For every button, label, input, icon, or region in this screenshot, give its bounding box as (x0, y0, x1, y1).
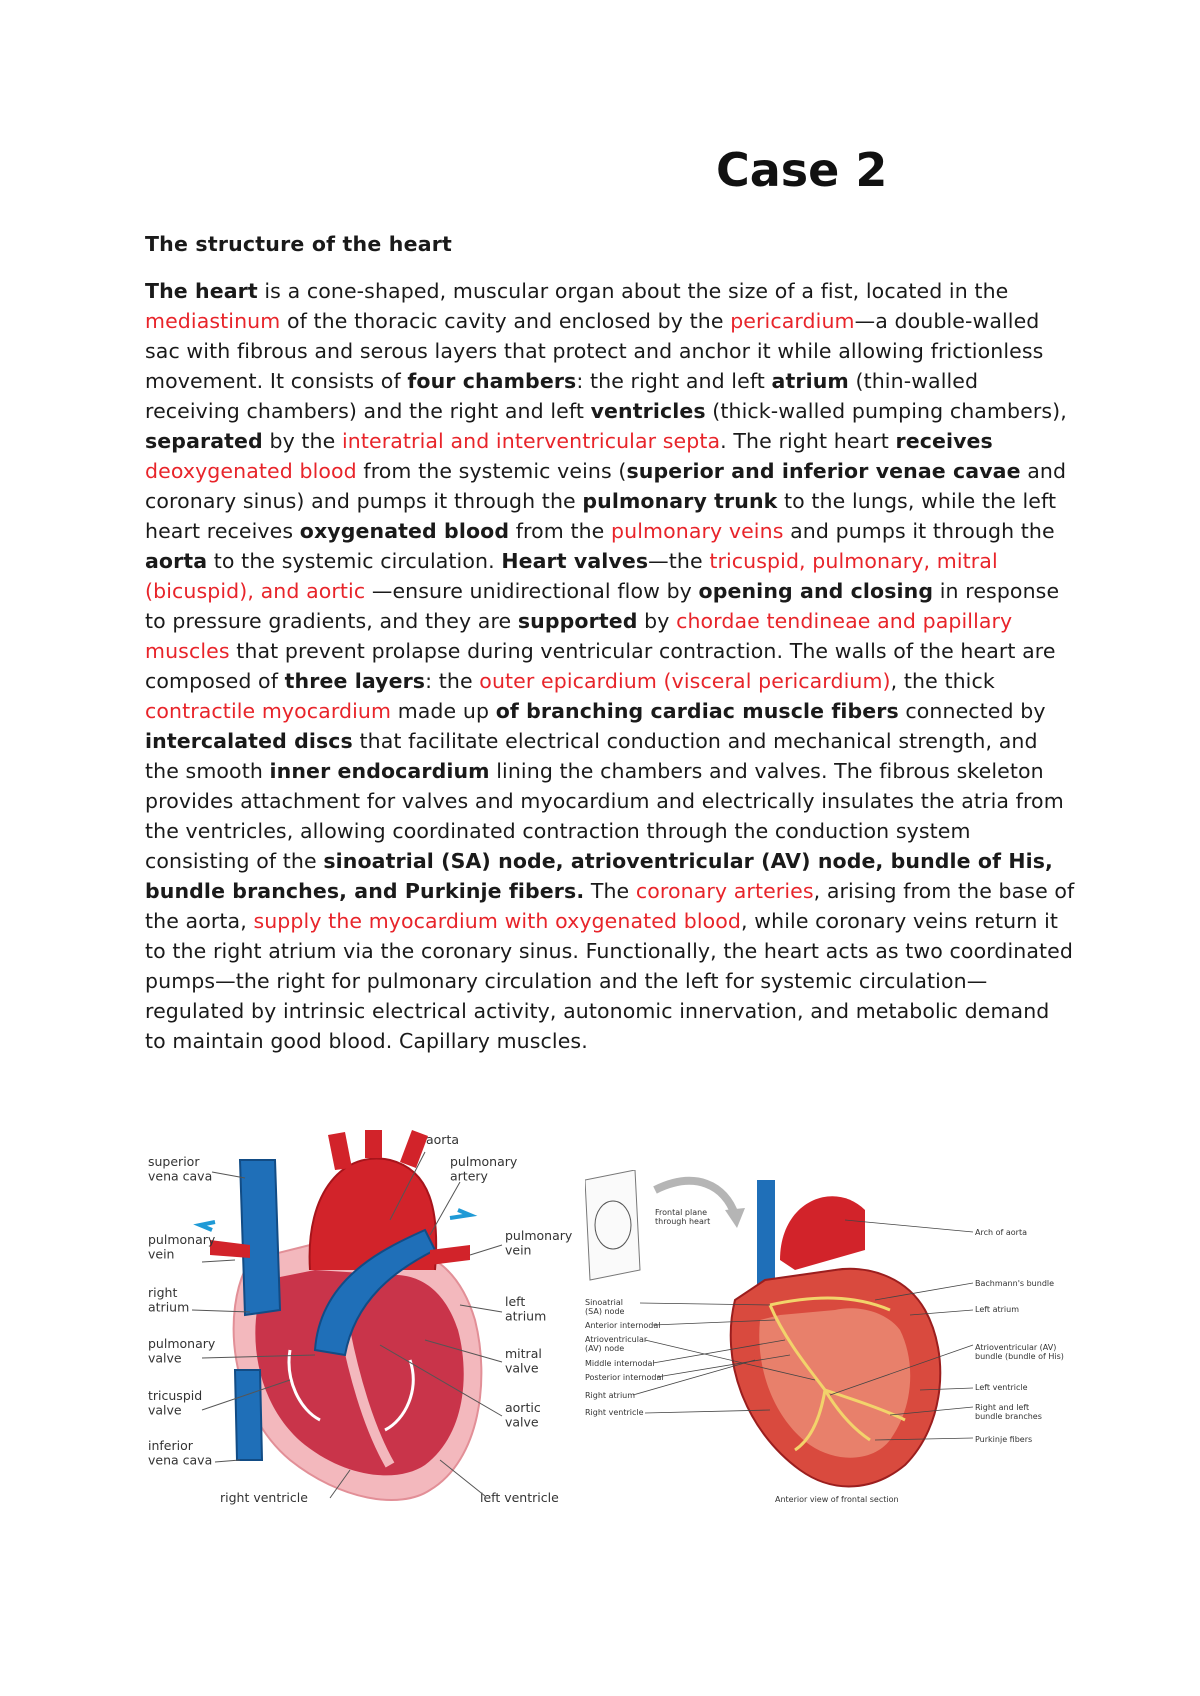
curved-arrow-head (725, 1208, 745, 1228)
bold-term: separated (145, 429, 263, 453)
conduction-system-figure (585, 1170, 1085, 1520)
text-run: —the (648, 549, 710, 573)
bold-term: pulmonary trunk (582, 489, 778, 513)
label-caption: Anterior view of frontal section (775, 1495, 899, 1504)
label-mitral: mitral valve (505, 1346, 542, 1376)
inferior-vena-cava-vessel (235, 1370, 262, 1460)
text-run: is a cone-shaped, muscular organ about the size of a fist, located in the (257, 279, 1009, 303)
highlighted-term: coronary arteries (635, 879, 814, 903)
bold-term: intercalated discs (145, 729, 353, 753)
label-pulmonary-vein-left: pulmonary vein (148, 1232, 216, 1262)
text-run: from the (509, 519, 612, 543)
label-ant-intern: Anterior internodal (585, 1321, 661, 1330)
bold-term: opening and closing (698, 579, 934, 603)
bold-term: four chambers (407, 369, 577, 393)
text-run: from the systemic veins ( (356, 459, 627, 483)
bold-term: of branching cardiac muscle fibers (495, 699, 899, 723)
label-r-ventricle: Right ventricle (585, 1408, 644, 1417)
text-run: connected by (898, 699, 1046, 723)
heart-anatomy-figure (140, 1130, 600, 1530)
text-run: : the right and left (576, 369, 772, 393)
frontal-plane-inset (585, 1170, 640, 1280)
label-right-atrium: right atrium (148, 1285, 190, 1315)
text-run: , arising from the base of the aorta, (145, 879, 1075, 933)
label-mid-intern: Middle internodal (585, 1359, 655, 1368)
label-bachmann: Bachmann's bundle (975, 1279, 1055, 1288)
bold-term: oxygenated blood (299, 519, 510, 543)
aorta-branch-3 (400, 1130, 428, 1168)
label-arch: Arch of aorta (975, 1228, 1027, 1237)
text-run: in response to pressure gradients, and they are (145, 579, 1060, 633)
label-aortic: aortic valve (505, 1400, 541, 1430)
section-heading: The structure of the heart (145, 232, 453, 256)
highlighted-term: supply the myocardium with oxygenated blood (253, 909, 742, 933)
text-run: : the (425, 669, 480, 693)
label-aorta: aorta (426, 1132, 460, 1147)
text-run: that facilitate electrical conduction and mechanical strength, and the smooth (145, 729, 1038, 783)
bold-term: Heart valves (501, 549, 649, 573)
text-run: and coronary sinus) and pumps it through the (145, 459, 1067, 513)
text-run: lining the chambers and valves. The fibrous skeleton provides attachment for valves and myocardium and electrically insulates the atria from the ventricles, allowing coordinated contraction through the conduction system consisting of the (145, 759, 1064, 873)
highlighted-term: pericardium (730, 309, 855, 333)
text-run: by the (262, 429, 342, 453)
flow-arrow-left (200, 1222, 215, 1230)
bold-term: supported (517, 609, 638, 633)
highlighted-term: mediastinum (145, 309, 281, 333)
text-run: (thin-walled receiving chambers) and the right and left (145, 369, 979, 423)
highlighted-term: interatrial and interventricular septa (341, 429, 721, 453)
highlighted-term: contractile myocardium (145, 699, 392, 723)
text-run: that prevent prolapse during ventricular contraction. The walls of the heart are composed of (145, 639, 1056, 693)
text-run: and pumps it through the (783, 519, 1055, 543)
bold-term: sinoatrial (SA) node, atrioventricular (AV) node, bundle of His, bundle branches, and Purkinje fibers. (145, 849, 1053, 903)
text-run: made up (391, 699, 496, 723)
bold-term: receives (895, 429, 993, 453)
bold-term: inner endocardium (269, 759, 490, 783)
label-svc: superior vena cava (148, 1154, 213, 1184)
text-run: by (637, 609, 677, 633)
text-run: —ensure unidirectional flow by (365, 579, 699, 603)
label-tricuspid: tricuspid valve (148, 1388, 203, 1418)
label-post-intern: Posterior internodal (585, 1373, 664, 1382)
label-ivc: inferior vena cava (148, 1438, 213, 1468)
label-purkinje: Purkinje fibers (975, 1435, 1033, 1444)
aorta-branch-1 (328, 1132, 352, 1170)
text-run: , while coronary veins return it to the right atrium via the coronary sinus. Functionally, the heart acts as two coordinated pumps—the right for pulmonary circulation and the left for systemic circulation—regulated by intrinsic electrical activity, autonomic innervation, and metabolic demand to maintain good blood. Capillary muscles. (145, 909, 1074, 1053)
text-run: of the thoracic cavity and enclosed by the (280, 309, 731, 333)
highlighted-term: deoxygenated blood (145, 459, 357, 483)
label-l-atrium: Left atrium (975, 1305, 1020, 1314)
label-sa: Sinoatrial (SA) node (585, 1298, 625, 1317)
label-pulmonary-artery: pulmonary artery (450, 1154, 518, 1184)
highlighted-term: pulmonary veins (611, 519, 784, 543)
text-run: —a double-walled sac with fibrous and serous layers that protect and anchor it while allowing frictionless movement. It consists of (145, 309, 1044, 393)
bold-term: three layers (284, 669, 426, 693)
label-frontal: Frontal plane through heart (655, 1208, 711, 1227)
bold-term: The heart (145, 279, 258, 303)
highlighted-term: tricuspid, pulmonary, mitral (bicuspid), and aortic (145, 549, 998, 603)
bold-term: superior and inferior venae cavae (626, 459, 1021, 483)
label-av-bundle: Atrioventricular (AV) bundle (bundle of His) (975, 1343, 1064, 1362)
label-r-atrium: Right atrium (585, 1391, 636, 1400)
text-run: The (584, 879, 636, 903)
text-run: (thick-walled pumping chambers), (705, 399, 1067, 423)
bold-term: atrium (771, 369, 849, 393)
highlighted-term: outer epicardium (visceral pericardium) (479, 669, 891, 693)
label-bundle-branches: Right and left bundle branches (975, 1403, 1042, 1422)
superior-vena-cava-vessel (240, 1160, 280, 1315)
text-run: to the systemic circulation. (207, 549, 502, 573)
text-run: to the lungs, while the left heart receives (145, 489, 1057, 543)
label-av: Atrioventricular (AV) node (585, 1335, 648, 1354)
label-right-ventricle: right ventricle (220, 1490, 308, 1505)
label-pulmonary-vein-right: pulmonary vein (505, 1228, 573, 1258)
label-l-ventricle: Left ventricle (975, 1383, 1028, 1392)
highlighted-term: chordae tendineae and papillary muscles (145, 609, 1013, 663)
bold-term: aorta (145, 549, 208, 573)
text-run: . The right heart (720, 429, 896, 453)
page-title: Case 2 (716, 143, 888, 197)
flow-arrow-right (450, 1210, 470, 1218)
text-run: , the thick (890, 669, 995, 693)
label-pulmonary-valve: pulmonary valve (148, 1336, 216, 1366)
bold-term: ventricles (590, 399, 706, 423)
aortic-arch-vessel (780, 1196, 865, 1270)
aorta-branch-2 (365, 1130, 382, 1158)
label-left-atrium: left atrium (505, 1294, 547, 1324)
label-left-ventricle: left ventricle (480, 1490, 559, 1505)
body-paragraph (145, 276, 1075, 1056)
